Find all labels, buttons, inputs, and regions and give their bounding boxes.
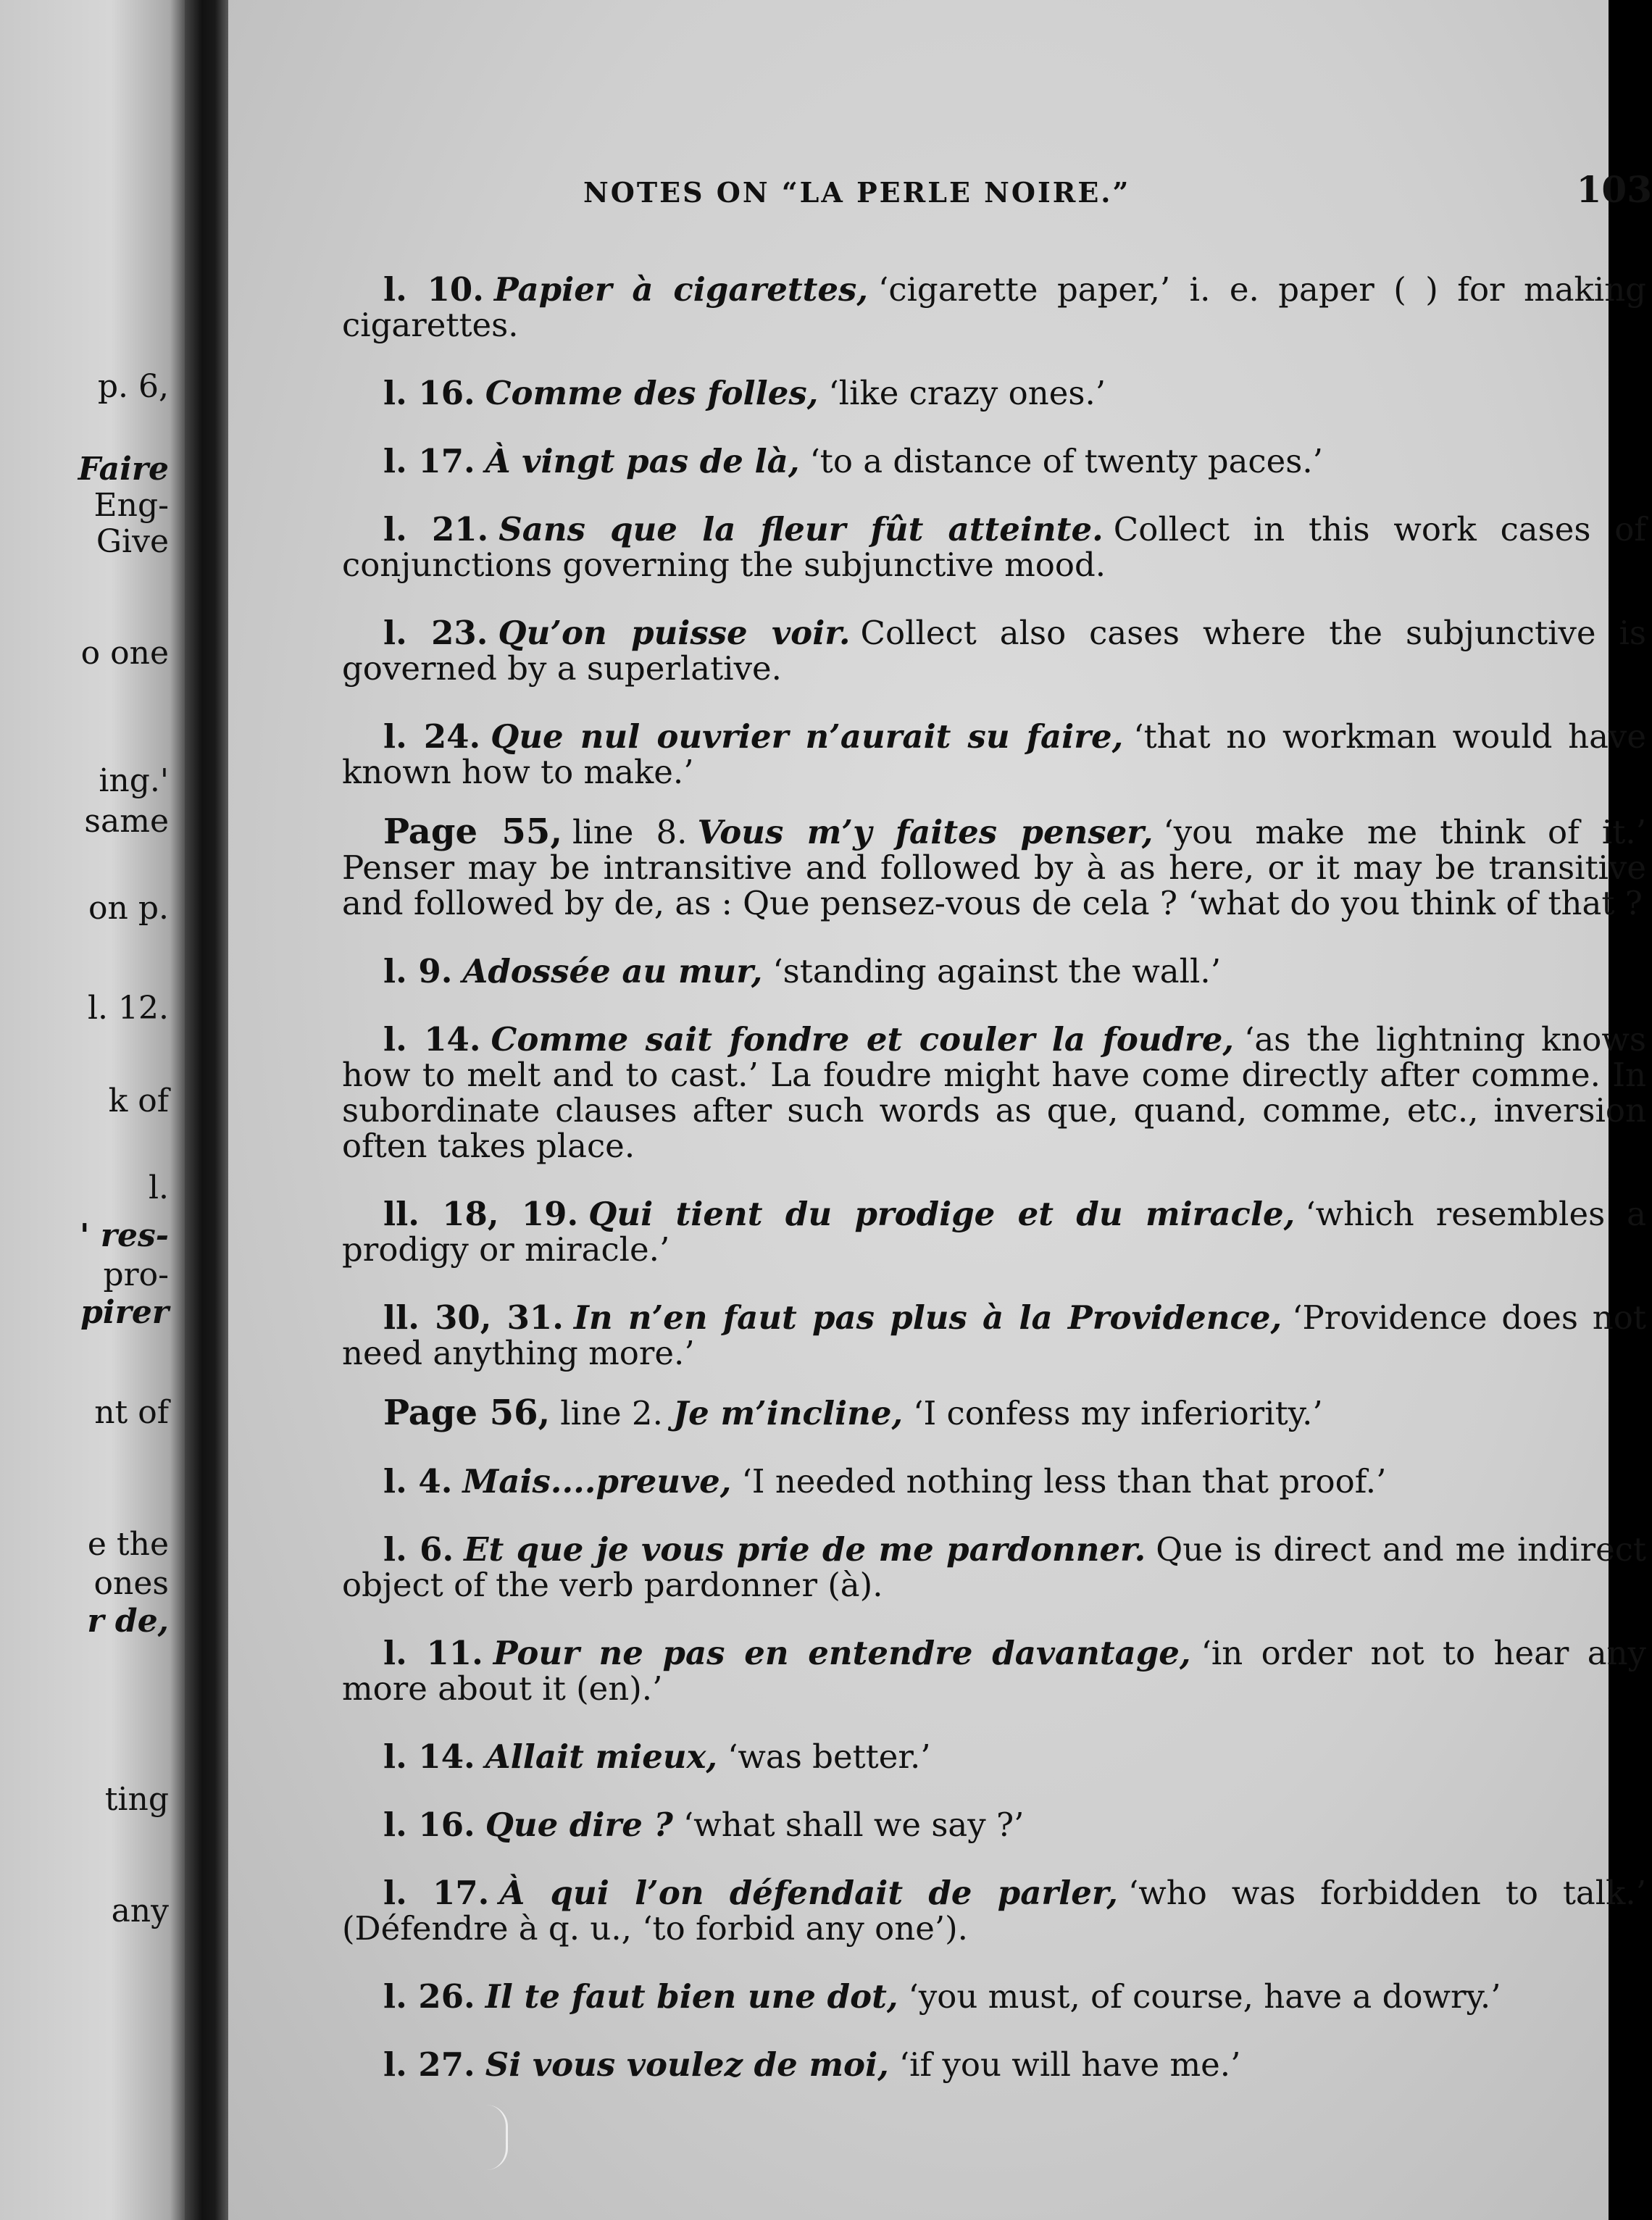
- french-phrase: Sans que la fleur fût atteinte.: [498, 510, 1104, 548]
- french-phrase: Adossée au mur,: [462, 952, 763, 990]
- french-phrase: Qu’on puisse voir.: [498, 614, 851, 652]
- margin-fragment: any: [111, 1893, 169, 1929]
- margin-fragment: Eng-: [93, 487, 169, 524]
- gloss-text: ‘cigarette paper,’ i. e. paper ( ) for making cigarettes.: [342, 270, 1646, 344]
- french-phrase: Qui tient du prodige et du miracle,: [588, 1195, 1296, 1233]
- margin-fragment: ' res-: [80, 1217, 169, 1254]
- line-label: l. 21.: [383, 510, 489, 548]
- margin-fragment: pirer: [80, 1294, 169, 1331]
- gloss-text: ‘I needed nothing less than that proof.’: [741, 1462, 1387, 1501]
- gloss-text: ‘as the lightning knows how to melt and to cast.’ La foudre might have come directly after comme. In subordinate clauses after such words as que, quand, comme, etc., inversion often takes place.: [342, 1020, 1647, 1165]
- note-entry: [342, 1635, 1646, 1706]
- line-label: l. 23.: [383, 614, 488, 652]
- margin-fragment: pro-: [103, 1256, 169, 1293]
- french-phrase: Allait mieux,: [485, 1737, 718, 1776]
- gloss-text: ‘that no workman would have known how to make.’: [342, 717, 1646, 791]
- notes-content: [342, 239, 1646, 2094]
- gloss-text: ‘was better.’: [727, 1737, 931, 1776]
- line-label: l. 4.: [383, 1462, 453, 1501]
- french-phrase: Vous m’y faites penser,: [697, 813, 1154, 851]
- margin-fragment: ing.': [99, 762, 169, 799]
- gloss-text: Que is direct and me indirect object of the verb pardonner (à).: [342, 1530, 1646, 1604]
- line-label: l. 17.: [383, 1874, 490, 1912]
- margin-fragment: l. 12.: [87, 990, 169, 1027]
- book-gutter: [185, 0, 228, 2220]
- note-entry: [342, 375, 1646, 411]
- gloss-text: ‘which resembles a prodigy or miracle.’: [342, 1195, 1646, 1269]
- note-entry: [342, 719, 1646, 790]
- margin-fragment: same: [84, 803, 169, 840]
- book-page: [228, 0, 1652, 2220]
- french-phrase: Que dire ?: [485, 1806, 673, 1844]
- line-label: l. 9.: [383, 952, 453, 990]
- french-phrase: Si vous voulez de moi,: [485, 2045, 889, 2084]
- line-label: l. 14.: [383, 1737, 475, 1776]
- margin-fragment: k of: [108, 1082, 169, 1119]
- gloss-text: ‘like crazy ones.’: [828, 374, 1106, 412]
- french-phrase: À qui l’on défendait de parler,: [499, 1874, 1118, 1912]
- page-number: 103: [1576, 168, 1652, 211]
- note-entry: [342, 1739, 1646, 1774]
- french-phrase: Papier à cigarettes,: [493, 270, 869, 309]
- margin-fragment: nt of: [94, 1394, 169, 1431]
- line-ref: line 2.: [560, 1394, 663, 1432]
- gloss-text: Collect also cases where the subjunctive is governed by a superlative.: [342, 614, 1647, 688]
- gloss-text: ‘you make me think of it.’ Penser may be intransitive and followed by à as here, or it may be transitive and followed by de, as : Que pensez-vous de cela ? ‘what do you think of that ?: [342, 813, 1646, 922]
- margin-fragment: o one: [80, 635, 169, 672]
- gloss-text: ‘in order not to hear any more about it (en).’: [342, 1634, 1646, 1708]
- french-phrase: Il te faut bien une dot,: [485, 1977, 898, 2016]
- note-entry: [342, 811, 1646, 922]
- line-label: l. 11.: [383, 1634, 483, 1672]
- line-label: l. 27.: [383, 2045, 475, 2084]
- note-entry: [342, 2047, 1646, 2082]
- line-label: l. 16.: [383, 374, 475, 412]
- line-label: l. 14.: [383, 1020, 481, 1059]
- gloss-text: ‘standing against the wall.’: [772, 952, 1222, 990]
- running-head: NOTES ON “LA PERLE NOIRE.”: [583, 176, 1131, 209]
- french-phrase: Je m’incline,: [672, 1394, 904, 1432]
- margin-fragment: r de,: [87, 1603, 169, 1640]
- note-entry: [342, 1464, 1646, 1499]
- note-entry: [342, 1875, 1646, 1946]
- line-label: l. 26.: [383, 1977, 475, 2016]
- note-entry: [342, 443, 1646, 479]
- note-entry: [342, 1532, 1646, 1603]
- line-label: l. 17.: [383, 442, 475, 480]
- note-entry: [342, 512, 1646, 583]
- margin-fragment: e the: [87, 1526, 169, 1563]
- page-ref: Page 56,: [383, 1393, 551, 1433]
- margin-fragment: ones: [93, 1565, 169, 1602]
- margin-fragment: on p.: [88, 890, 169, 927]
- note-entry: [342, 272, 1646, 343]
- french-phrase: À vingt pas de là,: [485, 442, 800, 480]
- french-phrase: In n’en faut pas plus à la Providence,: [573, 1298, 1282, 1337]
- gloss-text: ‘what shall we say ?’: [683, 1806, 1025, 1844]
- gloss-text: Collect in this work cases of conjunctions governing the subjunctive mood.: [342, 510, 1647, 584]
- margin-fragment: Give: [96, 523, 169, 560]
- note-entry: [342, 1022, 1646, 1164]
- french-phrase: Comme des folles,: [485, 374, 819, 412]
- french-phrase: Que nul ouvrier n’aurait su faire,: [491, 717, 1124, 756]
- note-entry: [342, 615, 1646, 686]
- gloss-text: ‘to a distance of twenty paces.’: [809, 442, 1323, 480]
- note-entry: [342, 1196, 1646, 1267]
- gloss-text: ‘who was forbidden to talk.’ (Défendre à q. u., ‘to forbid any one’).: [342, 1874, 1647, 1948]
- french-phrase: Comme sait fondre et couler la foudre,: [491, 1020, 1235, 1059]
- line-label: ll. 18, 19.: [383, 1195, 579, 1233]
- gloss-text: ‘Providence does not need anything more.’: [342, 1298, 1646, 1372]
- french-phrase: Pour ne pas en entendre davantage,: [493, 1634, 1191, 1672]
- line-ref: line 8.: [572, 813, 688, 851]
- page-header: [583, 168, 1652, 211]
- french-phrase: Mais....preuve,: [462, 1462, 732, 1501]
- line-label: ll. 30, 31.: [383, 1298, 564, 1337]
- gloss-text: ‘I confess my inferiority.’: [913, 1394, 1323, 1432]
- line-label: l. 6.: [383, 1530, 454, 1569]
- margin-fragment: l.: [148, 1169, 169, 1206]
- margin-fragment: p. 6,: [97, 368, 169, 405]
- note-entry: [342, 953, 1646, 989]
- note-entry: [342, 1395, 1646, 1431]
- note-entry: [342, 1979, 1646, 2014]
- page-ref: Page 55,: [383, 811, 563, 852]
- facing-page-left: [0, 0, 185, 2220]
- note-entry: [342, 1807, 1646, 1843]
- french-phrase: Et que je vous prie de me pardonner.: [464, 1530, 1146, 1569]
- line-label: l. 24.: [383, 717, 481, 756]
- gloss-text: ‘if you will have me.’: [898, 2045, 1241, 2084]
- line-label: l. 10.: [383, 270, 484, 309]
- margin-fragment: ting: [104, 1781, 169, 1818]
- note-entry: [342, 1300, 1646, 1371]
- margin-fragment: Faire: [78, 451, 169, 488]
- line-label: l. 16.: [383, 1806, 475, 1844]
- gloss-text: ‘you must, of course, have a dowry.’: [908, 1977, 1501, 2016]
